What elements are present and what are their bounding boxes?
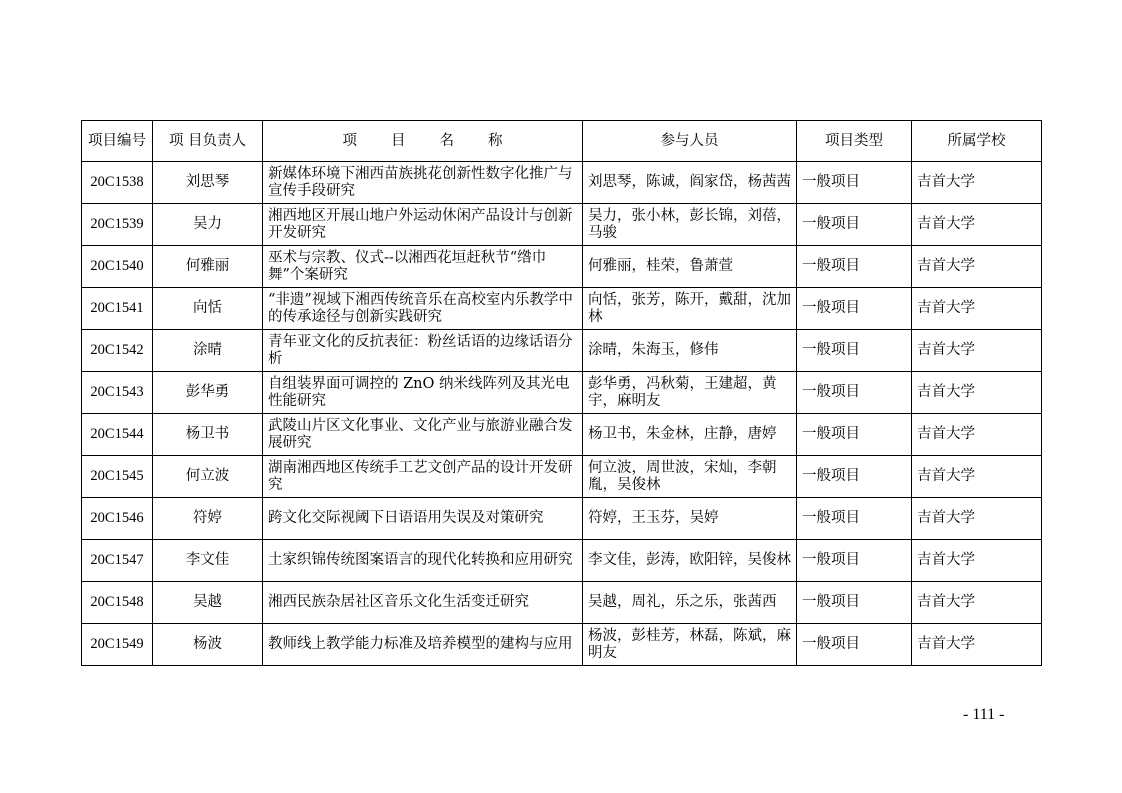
cell-project-leader: 彭华勇 xyxy=(153,372,263,414)
cell-school: 吉首大学 xyxy=(912,582,1042,624)
cell-project-leader: 向恬 xyxy=(153,288,263,330)
cell-project-type: 一般项目 xyxy=(797,246,912,288)
cell-participants: 刘思琴，陈诚，阎家岱，杨茜茜 xyxy=(583,162,797,204)
cell-participants: 彭华勇，冯秋菊，王建超，黄宇，麻明友 xyxy=(583,372,797,414)
cell-project-name: 湘西地区开展山地户外运动休闲产品设计与创新开发研究 xyxy=(263,204,583,246)
table-row xyxy=(82,498,1042,540)
table-row xyxy=(82,162,1042,204)
cell-project-type: 一般项目 xyxy=(797,162,912,204)
table-row xyxy=(82,582,1042,624)
table-row xyxy=(82,246,1042,288)
cell-school: 吉首大学 xyxy=(912,498,1042,540)
cell-project-code: 20C1541 xyxy=(82,288,153,330)
project-table xyxy=(81,120,1042,666)
cell-participants: 吴力，张小林，彭长锦，刘蓓，马骏 xyxy=(583,204,797,246)
cell-project-name: 武陵山片区文化事业、文化产业与旅游业融合发展研究 xyxy=(263,414,583,456)
cell-participants: 李文佳，彭涛，欧阳锌，吴俊林 xyxy=(583,540,797,582)
cell-project-code: 20C1545 xyxy=(82,456,153,498)
table-row xyxy=(82,288,1042,330)
cell-project-name: 巫术与宗教、仪式--以湘西花垣赶秋节“绺巾舞”个案研究 xyxy=(263,246,583,288)
header-project-type: 项目类型 xyxy=(797,121,912,162)
cell-participants: 杨卫书，朱金林，庄静，唐婷 xyxy=(583,414,797,456)
cell-project-leader: 吴越 xyxy=(153,582,263,624)
cell-project-name: 跨文化交际视阈下日语语用失误及对策研究 xyxy=(263,498,583,540)
cell-school: 吉首大学 xyxy=(912,330,1042,372)
cell-participants: 涂晴，朱海玉，修伟 xyxy=(583,330,797,372)
cell-project-type: 一般项目 xyxy=(797,204,912,246)
cell-project-type: 一般项目 xyxy=(797,540,912,582)
cell-project-type: 一般项目 xyxy=(797,456,912,498)
table-body xyxy=(82,162,1042,666)
cell-project-name: 教师线上教学能力标准及培养模型的建构与应用 xyxy=(263,624,583,666)
page-number: - 111 - xyxy=(963,706,1005,723)
cell-project-code: 20C1540 xyxy=(82,246,153,288)
cell-project-leader: 何立波 xyxy=(153,456,263,498)
cell-project-type: 一般项目 xyxy=(797,372,912,414)
cell-participants: 符婷，王玉芬，吴婷 xyxy=(583,498,797,540)
cell-participants: 何立波，周世波，宋灿，李朝胤，吴俊林 xyxy=(583,456,797,498)
cell-participants: 杨波，彭桂芳，林磊，陈斌，麻明友 xyxy=(583,624,797,666)
cell-project-code: 20C1539 xyxy=(82,204,153,246)
cell-participants: 向恬，张芳，陈开，戴甜，沈加林 xyxy=(583,288,797,330)
cell-school: 吉首大学 xyxy=(912,246,1042,288)
cell-project-name: “非遗”视域下湘西传统音乐在高校室内乐教学中的传承途径与创新实践研究 xyxy=(263,288,583,330)
table-row xyxy=(82,456,1042,498)
cell-school: 吉首大学 xyxy=(912,372,1042,414)
header-project-name: 项目名称 xyxy=(263,121,583,162)
cell-school: 吉首大学 xyxy=(912,204,1042,246)
cell-project-leader: 涂晴 xyxy=(153,330,263,372)
cell-project-type: 一般项目 xyxy=(797,498,912,540)
cell-project-leader: 李文佳 xyxy=(153,540,263,582)
cell-project-name: 青年亚文化的反抗表征：粉丝话语的边缘话语分析 xyxy=(263,330,583,372)
cell-project-name: 湘西民族杂居社区音乐文化生活变迁研究 xyxy=(263,582,583,624)
cell-school: 吉首大学 xyxy=(912,624,1042,666)
cell-project-code: 20C1538 xyxy=(82,162,153,204)
cell-project-name: 土家织锦传统图案语言的现代化转换和应用研究 xyxy=(263,540,583,582)
cell-project-type: 一般项目 xyxy=(797,330,912,372)
cell-project-name: 湖南湘西地区传统手工艺文创产品的设计开发研究 xyxy=(263,456,583,498)
cell-project-leader: 刘思琴 xyxy=(153,162,263,204)
cell-project-leader: 吴力 xyxy=(153,204,263,246)
cell-school: 吉首大学 xyxy=(912,456,1042,498)
cell-project-leader: 符婷 xyxy=(153,498,263,540)
cell-school: 吉首大学 xyxy=(912,162,1042,204)
table-row xyxy=(82,624,1042,666)
cell-project-code: 20C1543 xyxy=(82,372,153,414)
cell-project-leader: 杨波 xyxy=(153,624,263,666)
cell-project-code: 20C1544 xyxy=(82,414,153,456)
table-row xyxy=(82,204,1042,246)
table-header-row xyxy=(82,121,1042,162)
cell-school: 吉首大学 xyxy=(912,288,1042,330)
cell-project-code: 20C1546 xyxy=(82,498,153,540)
cell-project-code: 20C1548 xyxy=(82,582,153,624)
cell-project-type: 一般项目 xyxy=(797,624,912,666)
header-school: 所属学校 xyxy=(912,121,1042,162)
table-row xyxy=(82,330,1042,372)
cell-project-code: 20C1547 xyxy=(82,540,153,582)
cell-project-name: 自组装界面可调控的 ZnO 纳米线阵列及其光电性能研究 xyxy=(263,372,583,414)
cell-project-leader: 杨卫书 xyxy=(153,414,263,456)
cell-project-code: 20C1542 xyxy=(82,330,153,372)
cell-school: 吉首大学 xyxy=(912,540,1042,582)
cell-school: 吉首大学 xyxy=(912,414,1042,456)
table-row xyxy=(82,414,1042,456)
table-row xyxy=(82,372,1042,414)
cell-project-leader: 何雅丽 xyxy=(153,246,263,288)
cell-project-type: 一般项目 xyxy=(797,288,912,330)
header-project-leader: 项 目负责人 xyxy=(153,121,263,162)
table-row xyxy=(82,540,1042,582)
cell-project-type: 一般项目 xyxy=(797,582,912,624)
cell-project-name: 新媒体环境下湘西苗族挑花创新性数字化推广与宣传手段研究 xyxy=(263,162,583,204)
cell-project-code: 20C1549 xyxy=(82,624,153,666)
cell-project-type: 一般项目 xyxy=(797,414,912,456)
cell-participants: 吴越，周礼，乐之乐，张茜西 xyxy=(583,582,797,624)
cell-participants: 何雅丽，桂荣，鲁萧萱 xyxy=(583,246,797,288)
header-project-code: 项目编号 xyxy=(82,121,153,162)
header-participants: 参与人员 xyxy=(583,121,797,162)
